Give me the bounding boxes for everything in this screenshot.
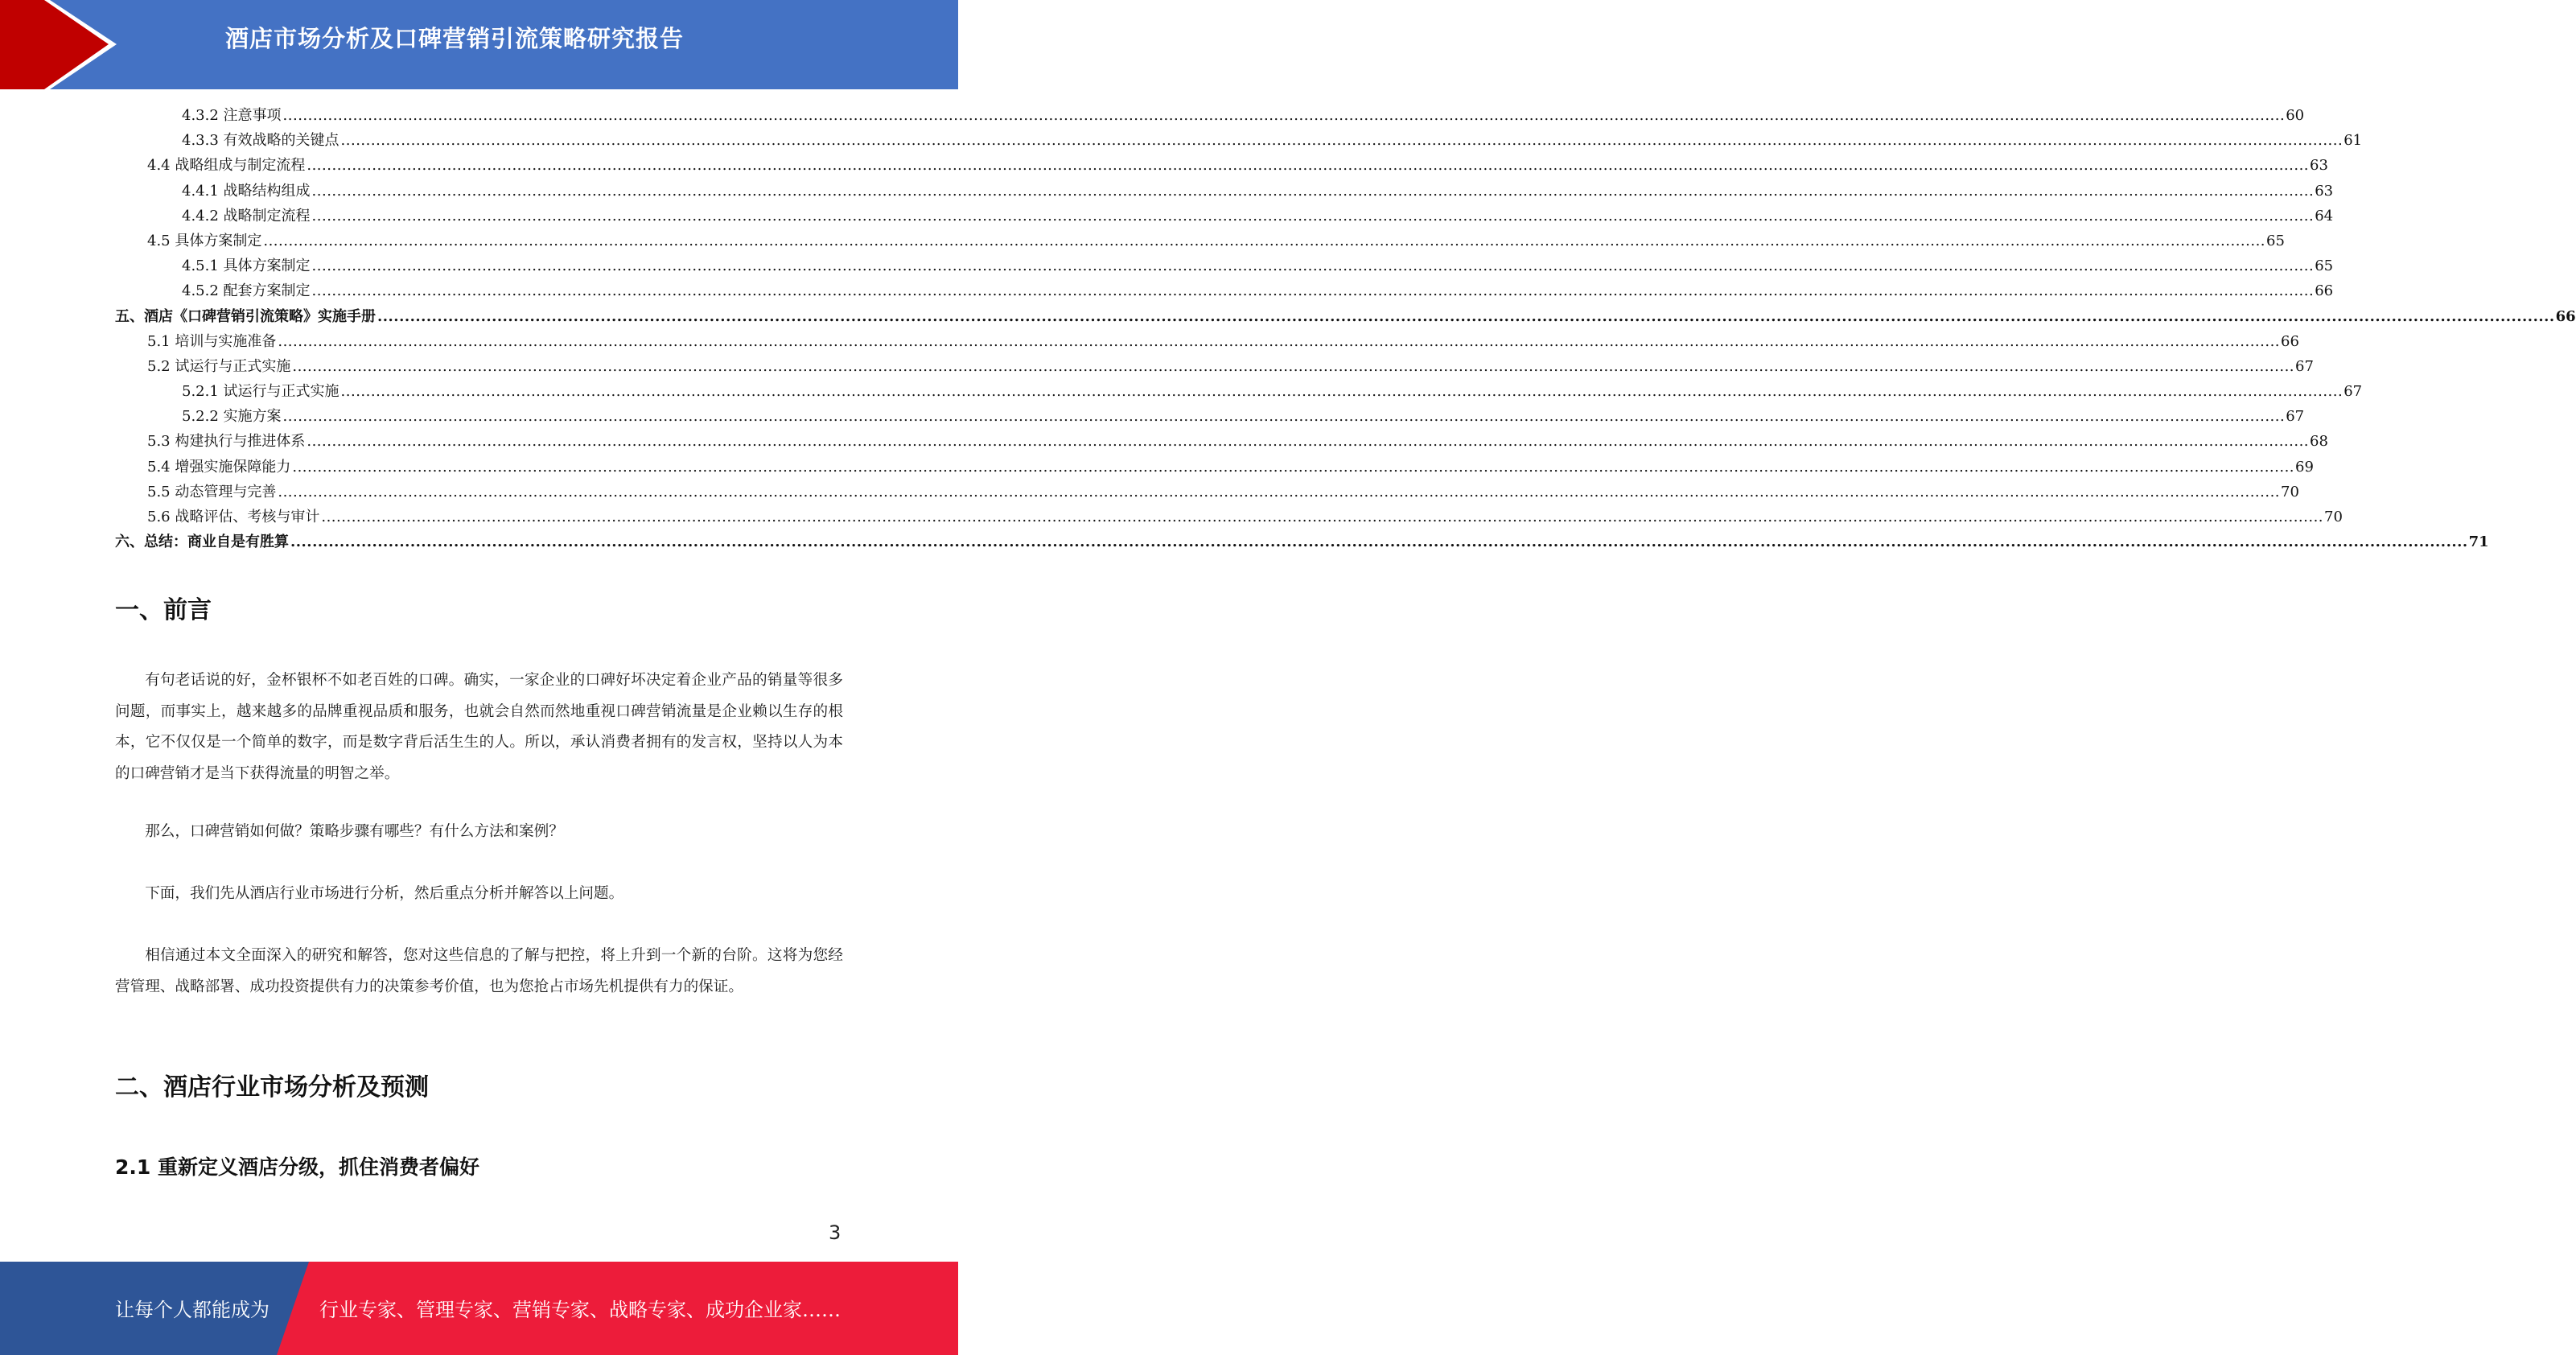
toc-entry-page: 71 <box>2468 533 2489 551</box>
preface-paragraph-3: 下面，我们先从酒店行业市场进行分析，然后重点分析并解答以上问题。 <box>145 885 624 902</box>
toc-entry[interactable] <box>115 204 2334 229</box>
toc-entry-page: 61 <box>2344 132 2363 150</box>
toc-entry-title: 4.3.2 注意事项 <box>182 107 282 124</box>
toc-entry[interactable] <box>115 404 2305 429</box>
toc-dot-leader: ................................................................................................................................................................................................................................................................................................................................................................................................................ <box>292 458 2295 476</box>
toc-entry-page: 65 <box>2266 232 2285 249</box>
toc-entry-page: 63 <box>2310 157 2328 175</box>
toc-entry-title: 5.3 构建执行与推进体系 <box>147 433 306 451</box>
toc-entry[interactable] <box>115 103 2305 128</box>
toc-entry-page: 63 <box>2315 182 2334 200</box>
toc-entry[interactable] <box>115 354 2314 379</box>
page-header <box>0 0 958 89</box>
toc-dot-leader: ................................................................................................................................................................................................................................................................................................................................................................................................................ <box>340 132 2344 150</box>
table-of-contents <box>115 103 2576 554</box>
section-heading-market-analysis: 二、酒店行业市场分析及预测 <box>115 1073 429 1102</box>
toc-entry-page: 66 <box>2555 307 2576 325</box>
toc-dot-leader: ................................................................................................................................................................................................................................................................................................................................................................................................................ <box>311 182 2315 200</box>
toc-entry-title: 5.2.2 实施方案 <box>182 408 282 426</box>
toc-entry[interactable] <box>115 455 2314 480</box>
toc-entry-title: 5.4 增强实施保障能力 <box>147 458 291 476</box>
toc-entry-title: 5.2 试运行与正式实施 <box>147 357 291 375</box>
section-heading-preface: 一、前言 <box>115 596 212 624</box>
toc-dot-leader: ................................................................................................................................................................................................................................................................................................................................................................................................................ <box>290 533 2468 551</box>
toc-dot-leader: ................................................................................................................................................................................................................................................................................................................................................................................................................ <box>340 383 2344 401</box>
toc-dot-leader: ................................................................................................................................................................................................................................................................................................................................................................................................................ <box>278 332 2281 350</box>
toc-entry-title: 4.5.2 配套方案制定 <box>182 282 311 300</box>
toc-entry-page: 67 <box>2295 357 2314 375</box>
toc-entry[interactable] <box>115 253 2334 278</box>
toc-entry-title: 五、酒店《口碑营销引流策略》实施手册 <box>115 307 376 325</box>
toc-dot-leader: ................................................................................................................................................................................................................................................................................................................................................................................................................ <box>263 232 2266 249</box>
footer-slogan-left: 让每个人都能成为 <box>115 1299 270 1321</box>
toc-dot-leader: ................................................................................................................................................................................................................................................................................................................................................................................................................ <box>282 408 2286 426</box>
toc-entry-page: 67 <box>2286 408 2305 426</box>
toc-entry-title: 4.3.3 有效战略的关键点 <box>182 132 339 150</box>
toc-dot-leader: ................................................................................................................................................................................................................................................................................................................................................................................................................ <box>282 107 2286 124</box>
toc-entry-page: 64 <box>2315 207 2334 224</box>
toc-dot-leader: ................................................................................................................................................................................................................................................................................................................................................................................................................ <box>278 483 2281 500</box>
toc-entry-page: 70 <box>2324 509 2343 525</box>
toc-entry[interactable] <box>115 304 2576 329</box>
page-footer <box>0 1262 958 1355</box>
toc-dot-leader: ................................................................................................................................................................................................................................................................................................................................................................................................................ <box>292 357 2295 375</box>
preface-paragraph-2: 那么，口碑营销如何做？策略步骤有哪些？有什么方法和案例？ <box>145 823 564 840</box>
toc-entry-page: 66 <box>2281 332 2299 350</box>
toc-entry-page: 66 <box>2315 282 2334 300</box>
toc-entry-title: 4.5.1 具体方案制定 <box>182 257 311 275</box>
toc-entry[interactable] <box>115 128 2363 153</box>
toc-entry[interactable] <box>115 179 2334 204</box>
toc-entry-title: 4.4 战略组成与制定流程 <box>147 157 306 175</box>
toc-entry-title: 4.4.1 战略结构组成 <box>182 182 311 200</box>
toc-entry-page: 67 <box>2344 383 2363 401</box>
toc-entry[interactable] <box>115 229 2285 253</box>
toc-entry[interactable] <box>115 278 2334 303</box>
toc-entry[interactable] <box>115 379 2363 404</box>
toc-dot-leader: ................................................................................................................................................................................................................................................................................................................................................................................................................ <box>311 257 2315 275</box>
toc-entry-page: 65 <box>2315 257 2334 275</box>
page-number: 3 <box>829 1221 842 1244</box>
toc-entry[interactable] <box>115 529 2489 554</box>
toc-entry-page: 68 <box>2310 433 2328 451</box>
header-arrow-graphic <box>0 0 129 89</box>
footer-slogan-right: 行业专家、管理专家、营销专家、战略专家、成功企业家…… <box>319 1299 841 1321</box>
report-title: 酒店市场分析及口碑营销引流策略研究报告 <box>225 25 685 52</box>
toc-dot-leader: ................................................................................................................................................................................................................................................................................................................................................................................................................ <box>311 282 2315 300</box>
preface-paragraph-1: 有句老话说的好，金杯银杯不如老百姓的口碑。确实，一家企业的口碑好坏决定着企业产品的销量等很多问题，而事实上，越来越多的品牌重视品质和服务，也就会自然而然地重视口碑营销流量是企业赖以生存的根本，它不仅仅是一个简单的数字，而是数字背后活生生的人。所以，承认消费者拥有的发言权，坚持以人为本的口碑营销才是当下获得流量的明智之举。 <box>115 672 843 782</box>
toc-entry-title: 4.4.2 战略制定流程 <box>182 207 311 224</box>
toc-entry[interactable] <box>115 505 2343 529</box>
toc-dot-leader: ................................................................................................................................................................................................................................................................................................................................................................................................................ <box>377 307 2555 325</box>
toc-dot-leader: ................................................................................................................................................................................................................................................................................................................................................................................................................ <box>321 509 2324 525</box>
toc-entry-title: 六、总结：商业自是有胜算 <box>115 533 289 551</box>
subsection-heading-2-1: 2.1 重新定义酒店分级，抓住消费者偏好 <box>115 1155 479 1179</box>
toc-dot-leader: ................................................................................................................................................................................................................................................................................................................................................................................................................ <box>307 433 2310 451</box>
toc-entry-title: 4.5 具体方案制定 <box>147 232 262 249</box>
toc-entry-page: 69 <box>2295 458 2314 476</box>
toc-dot-leader: ................................................................................................................................................................................................................................................................................................................................................................................................................ <box>307 157 2310 175</box>
toc-entry-title: 5.1 培训与实施准备 <box>147 332 277 350</box>
toc-entry-page: 70 <box>2281 483 2299 500</box>
toc-dot-leader: ................................................................................................................................................................................................................................................................................................................................................................................................................ <box>311 207 2315 224</box>
toc-entry-title: 5.5 动态管理与完善 <box>147 483 277 500</box>
toc-entry[interactable] <box>115 329 2299 354</box>
preface-paragraph-4: 相信通过本文全面深入的研究和解答，您对这些信息的了解与把控，将上升到一个新的台阶。这将为您经营管理、战略部署、成功投资提供有力的决策参考价值，也为您抢占市场先机提供有力的保证。 <box>115 947 843 995</box>
toc-entry[interactable] <box>115 429 2328 454</box>
toc-entry[interactable] <box>115 480 2299 505</box>
toc-entry-title: 5.6 战略评估、考核与审计 <box>147 509 320 525</box>
toc-entry-page: 60 <box>2286 107 2305 124</box>
toc-entry[interactable] <box>115 153 2328 178</box>
toc-entry-title: 5.2.1 试运行与正式实施 <box>182 383 339 401</box>
